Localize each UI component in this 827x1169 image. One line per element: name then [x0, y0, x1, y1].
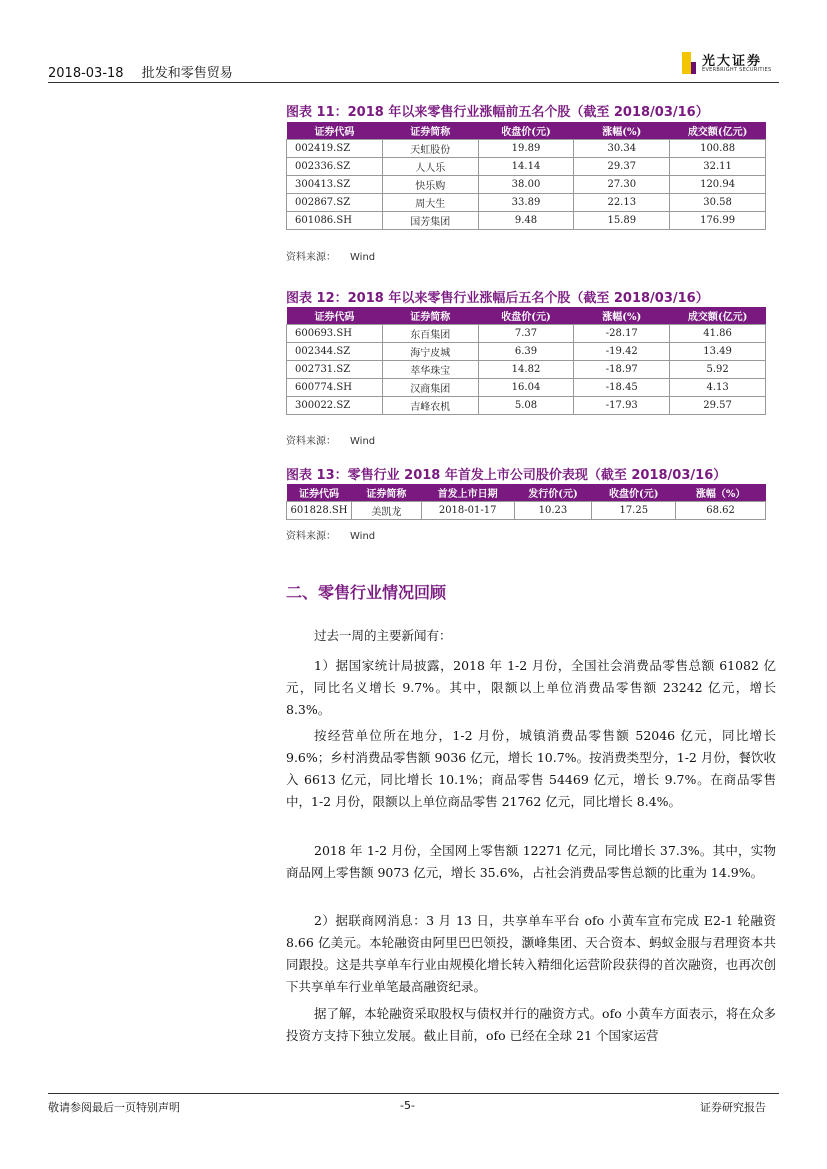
cell: 国芳集团: [382, 212, 478, 230]
table13: [286, 484, 766, 520]
source-label: 资料来源：: [286, 436, 336, 447]
cell: 22.13: [574, 194, 670, 212]
table13-header: 首发上市日期: [421, 484, 514, 502]
news-paragraph: 1）据国家统计局披露，2018 年 1-2 月份，全国社会消费品零售总额 61082 亿元，同比名义增长 9.7%。其中，限额以上单位消费品零售额 23242 亿元，增长 8.3%。: [286, 658, 776, 717]
cell: 600693.SH: [287, 325, 383, 343]
table11-header: 成交额(亿元): [670, 122, 766, 140]
source-label: 资料来源：: [286, 531, 336, 542]
table12-source: [286, 432, 389, 447]
header-divider: [48, 82, 779, 83]
cell: -19.42: [574, 343, 670, 361]
table12-header: 证券简称: [382, 307, 478, 325]
cell: 萃华珠宝: [382, 361, 478, 379]
table-row: [287, 361, 766, 379]
table13-header: 涨幅（%）: [676, 484, 766, 502]
cell: 6.39: [478, 343, 574, 361]
footer-divider: [48, 1093, 779, 1094]
table-row: [287, 325, 766, 343]
table11: [286, 122, 766, 230]
cell: 600774.SH: [287, 379, 383, 397]
logo-mark-icon: [682, 52, 696, 74]
cell: 002867.SZ: [287, 194, 383, 212]
table-row: [287, 343, 766, 361]
table12-header: 收盘价(元): [478, 307, 574, 325]
cell: 15.89: [574, 212, 670, 230]
table12-header-row: [287, 307, 766, 325]
cell: 002731.SZ: [287, 361, 383, 379]
section-intro: 过去一周的主要新闻有：: [314, 628, 452, 643]
cell: -18.97: [574, 361, 670, 379]
cell: 海宁皮城: [382, 343, 478, 361]
table12-header: 成交额(亿元): [670, 307, 766, 325]
cell: 人人乐: [382, 158, 478, 176]
cell: 601086.SH: [287, 212, 383, 230]
table13-source: [286, 527, 389, 542]
source-value: Wind: [350, 436, 376, 447]
table11-header: 收盘价(元): [478, 122, 574, 140]
cell: 19.89: [478, 140, 574, 158]
news-paragraph: 2）据联商网消息：3 月 13 日，共享单车平台 ofo 小黄车宣布完成 E2-1 轮融资 8.66 亿美元。本轮融资由阿里巴巴领投，灏峰集团、天合资本、蚂蚁金服与君理资本共同跟投。这是共享单车行业由规模化增长转入精细化运营阶段获得的首次融资，也再次创下共享单车行业单笔最高融资纪录。: [286, 913, 776, 994]
cell: 17.25: [592, 502, 676, 520]
cell: 100.88: [670, 140, 766, 158]
table12: [286, 307, 766, 415]
cell: 13.49: [670, 343, 766, 361]
table11-header: 证券简称: [382, 122, 478, 140]
cell: -28.17: [574, 325, 670, 343]
cell: 天虹股份: [382, 140, 478, 158]
source-label: 资料来源：: [286, 252, 336, 263]
cell: 快乐购: [382, 176, 478, 194]
table12-header: 涨幅(%): [574, 307, 670, 325]
cell: 29.37: [574, 158, 670, 176]
source-value: Wind: [350, 252, 376, 263]
cell: 10.23: [514, 502, 592, 520]
cell: 14.82: [478, 361, 574, 379]
table-row: [287, 502, 766, 520]
cell: 32.11: [670, 158, 766, 176]
cell: 吉峰农机: [382, 397, 478, 415]
table-row: [287, 176, 766, 194]
cell: 东百集团: [382, 325, 478, 343]
section-title: 二、零售行业情况回顾: [286, 583, 447, 602]
cell: 300022.SZ: [287, 397, 383, 415]
cell: -17.93: [574, 397, 670, 415]
table13-header: 证券简称: [351, 484, 421, 502]
cell: 300413.SZ: [287, 176, 383, 194]
cell: 601828.SH: [287, 502, 352, 520]
table13-header: 收盘价(元): [592, 484, 676, 502]
table11-header: 涨幅(%): [574, 122, 670, 140]
table11-title: 图表 11：2018 年以来零售行业涨幅前五名个股（截至 2018/03/16）: [286, 105, 709, 120]
table13-header: 发行价(元): [514, 484, 592, 502]
cell: 27.30: [574, 176, 670, 194]
cell: 汉商集团: [382, 379, 478, 397]
logo-text-cn: 光大证券: [702, 54, 763, 69]
table-row: [287, 212, 766, 230]
cell: 29.57: [670, 397, 766, 415]
cell: 9.48: [478, 212, 574, 230]
header-industry: 批发和零售贸易: [141, 66, 233, 81]
news-paragraph: 据了解，本轮融资采取股权与债权并行的融资方式。ofo 小黄车方面表示，将在众多投资方支持下独立发展。截止目前，ofo 已经在全球 21 个国家运营: [286, 1006, 776, 1043]
cell: -18.45: [574, 379, 670, 397]
header-date: 2018-03-18: [48, 66, 124, 81]
cell: 4.13: [670, 379, 766, 397]
footer-disclaimer: 敬请参阅最后一页特别声明: [48, 1101, 180, 1114]
cell: 38.00: [478, 176, 574, 194]
table13-title: 图表 13：零售行业 2018 年首发上市公司股价表现（截至 2018/03/16）: [286, 468, 727, 483]
table-row: [287, 194, 766, 212]
table13-header-row: [287, 484, 766, 502]
cell: 41.86: [670, 325, 766, 343]
table12-title: 图表 12：2018 年以来零售行业涨幅后五名个股（截至 2018/03/16）: [286, 291, 709, 306]
footer-report-type: 证券研究报告: [700, 1101, 766, 1114]
page-number: -5-: [400, 1099, 415, 1112]
table-row: [287, 158, 766, 176]
cell: 176.99: [670, 212, 766, 230]
table-row: [287, 140, 766, 158]
cell: 周大生: [382, 194, 478, 212]
cell: 002344.SZ: [287, 343, 383, 361]
source-value: Wind: [350, 531, 376, 542]
cell: 002336.SZ: [287, 158, 383, 176]
cell: 2018-01-17: [421, 502, 514, 520]
table11-header: 证券代码: [287, 122, 383, 140]
table-row: [287, 397, 766, 415]
table11-source: [286, 248, 389, 263]
cell: 5.08: [478, 397, 574, 415]
everbright-logo: [682, 50, 782, 76]
news-paragraph: 2018 年 1-2 月份，全国网上零售额 12271 亿元，同比增长 37.3%。其中，实物商品网上零售额 9073 亿元，增长 35.6%，占社会消费品零售总额的比重为 14.9%。: [286, 843, 776, 880]
cell: 33.89: [478, 194, 574, 212]
cell: 16.04: [478, 379, 574, 397]
table13-header: 证券代码: [287, 484, 352, 502]
table11-header-row: [287, 122, 766, 140]
cell: 7.37: [478, 325, 574, 343]
cell: 5.92: [670, 361, 766, 379]
cell: 美凯龙: [351, 502, 421, 520]
cell: 002419.SZ: [287, 140, 383, 158]
table12-header: 证券代码: [287, 307, 383, 325]
cell: 30.58: [670, 194, 766, 212]
logo-text-en: EVERBRIGHT SECURITIES: [702, 67, 772, 73]
news-paragraph: 按经营单位所在地分，1-2 月份，城镇消费品零售额 52046 亿元，同比增长 9.6%；乡村消费品零售额 9036 亿元，增长 10.7%。按消费类型分，1-2 月份，餐饮收入 6613 亿元，同比增长 10.1%；商品零售 54469 亿元，增长 9.7%。在商品零售中，1-2 月份，限额以上单位商品零售 21762 亿元，同比增长 8.4%。: [286, 728, 776, 809]
cell: 14.14: [478, 158, 574, 176]
page-header: [48, 62, 247, 81]
table-row: [287, 379, 766, 397]
cell: 120.94: [670, 176, 766, 194]
cell: 68.62: [676, 502, 766, 520]
cell: 30.34: [574, 140, 670, 158]
